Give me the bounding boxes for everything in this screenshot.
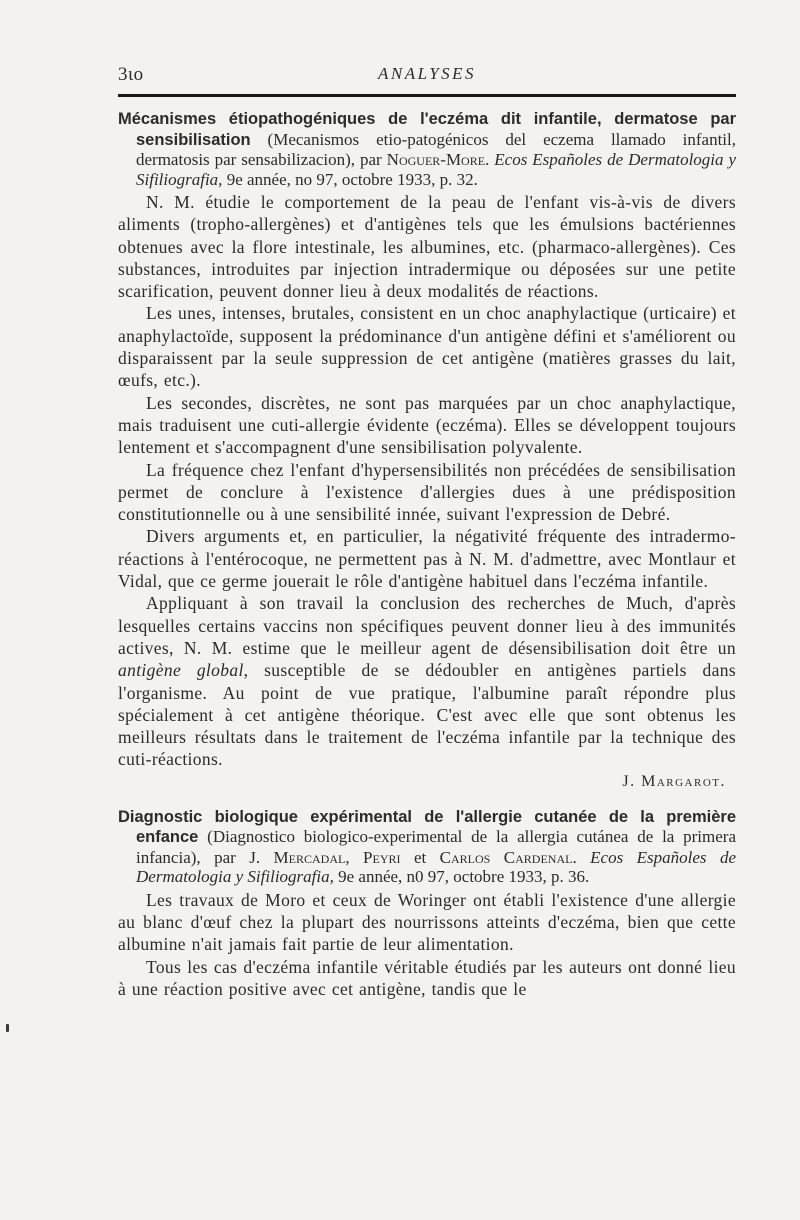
article-1-paragraph-text: , susceptible de se dédoubler en antigènes partiels dans l'organisme. Au point de vue pratique, l'albumine paraît répondre plus spécialement à cet antigène théorique. C'est avec elle que sont obtenus les meilleurs résultats dans le traitement de l'eczéma infantile par la technique des cuti-réactions.	[118, 660, 736, 770]
article-2-author-3: Carlos Cardenal	[439, 847, 573, 867]
article-1-emphasis: antigène global	[118, 660, 244, 681]
page	[118, 60, 736, 1000]
article-1-journal: Ecos Españoles de Dermatologia y Sifiliografia,	[136, 150, 737, 189]
article-1-citation: 9e année, no 97, octobre 1933, p. 32.	[222, 169, 478, 189]
article-2-separator: ,	[345, 847, 364, 867]
article-2-journal: Ecos Españoles de Dermatologia y Sifiliografia,	[136, 847, 737, 887]
article-2-paragraph: Les travaux de Moro et ceux de Woringer ont établi l'existence d'une allergie au blanc d'œuf chez la plupart des nourrissons atteints d'eczéma, bien que cette albumine n'ait jamais fait partie de leur alimentation.	[118, 889, 736, 955]
article-1-heading	[118, 109, 736, 189]
article-1-paragraph-text: Appliquant à son travail la conclusion des recherches de Much, d'après lesquelles certains vaccins non spécifiques peuvent donner lieu à des immunités actives, N. M. estime que le meilleur agent de désensibilisation doit être un	[118, 593, 736, 658]
article-1-paragraph: Les unes, intenses, brutales, consistent en un choc anaphylactique (urticaire) et anaphylactoïde, supposent la prédominance d'un antigène défini et s'améliorent ou disparaissent par la seule suppression de cet antigène (matières grasses du lait, œufs, etc.).	[118, 303, 736, 391]
article-2-spanish-title: (Diagnostico biologico-experimental de la allergia cutánea de la primera infancia), par J.	[136, 827, 736, 867]
article-2-separator: .	[572, 847, 591, 867]
article-1-paragraph: Les secondes, discrètes, ne sont pas marquées par un choc anaphylactique, mais traduisent une cuti-allergie évidente (eczéma). Elles se développent toujours lentement et s'accompagnent d'une sensibilisation polyvalente.	[118, 392, 736, 458]
article-2-paragraph: Tous les cas d'eczéma infantile véritable étudiés par les auteurs ont donné lieu à une réaction positive avec cet antigène, tandis que le	[118, 956, 736, 999]
article-1-separator: .	[485, 150, 495, 169]
article-1	[118, 109, 736, 793]
article-1-paragraph: Divers arguments et, en particulier, la négativité fréquente des intradermo-réactions à l'entérocoque, ne permettent pas à N. M. d'admettre, avec Montlaur et Vidal, que ce germe jouerait le rôle d'antigène habituel dans l'eczéma infantile.	[118, 526, 736, 592]
article-2-citation: 9e année, n0 97, octobre 1933, p. 36.	[333, 867, 590, 887]
page-number: 3ɩo	[118, 64, 144, 85]
article-2-title: Diagnostic biologique expérimental de l'allergie cutanée de la première enfance	[118, 807, 736, 847]
article-2	[118, 807, 736, 1000]
running-head	[118, 60, 736, 94]
article-2-author-1: Mercadal	[273, 847, 346, 867]
margin-speck	[6, 1024, 9, 1032]
article-2-separator: et	[400, 847, 440, 867]
article-1-authors: Noguer-More	[386, 150, 486, 169]
article-2-heading	[118, 807, 736, 887]
article-1-spanish-title: (Mecanismos etio-patogénicos del eczema llamado infantil, dermatosis par sensabilizacion), par	[136, 129, 736, 169]
article-1-paragraph	[118, 592, 736, 770]
article-1-title: Mécanismes étiopathogéniques de l'eczéma dit infantile, dermatose par sensibilisation	[118, 110, 736, 149]
article-1-paragraph: N. M. étudie le comportement de la peau de l'enfant vis-à-vis de divers aliments (tropho-allergènes) et d'antigènes tels que les émulsions bactériennes obtenues avec la flore intestinale, les albumines, etc. (pharmaco-allergènes). Ces substances, introduites par injection intradermique ou déposées sur une petite scarification, peuvent donner lieu à deux modalités de réactions.	[118, 192, 736, 302]
article-2-author-2: Peyri	[363, 847, 401, 867]
header-rule	[118, 94, 736, 97]
running-title: ANALYSES	[377, 64, 477, 83]
article-1-signature: J. Margarot.	[622, 772, 726, 790]
article-1-paragraph: La fréquence chez l'enfant d'hypersensibilités non précédées de sensibilisation permet de conclure à l'existence d'allergies dues à une prédisposition constitutionnelle ou à une sensibilité innée, suivant l'expression de Debré.	[118, 459, 736, 525]
